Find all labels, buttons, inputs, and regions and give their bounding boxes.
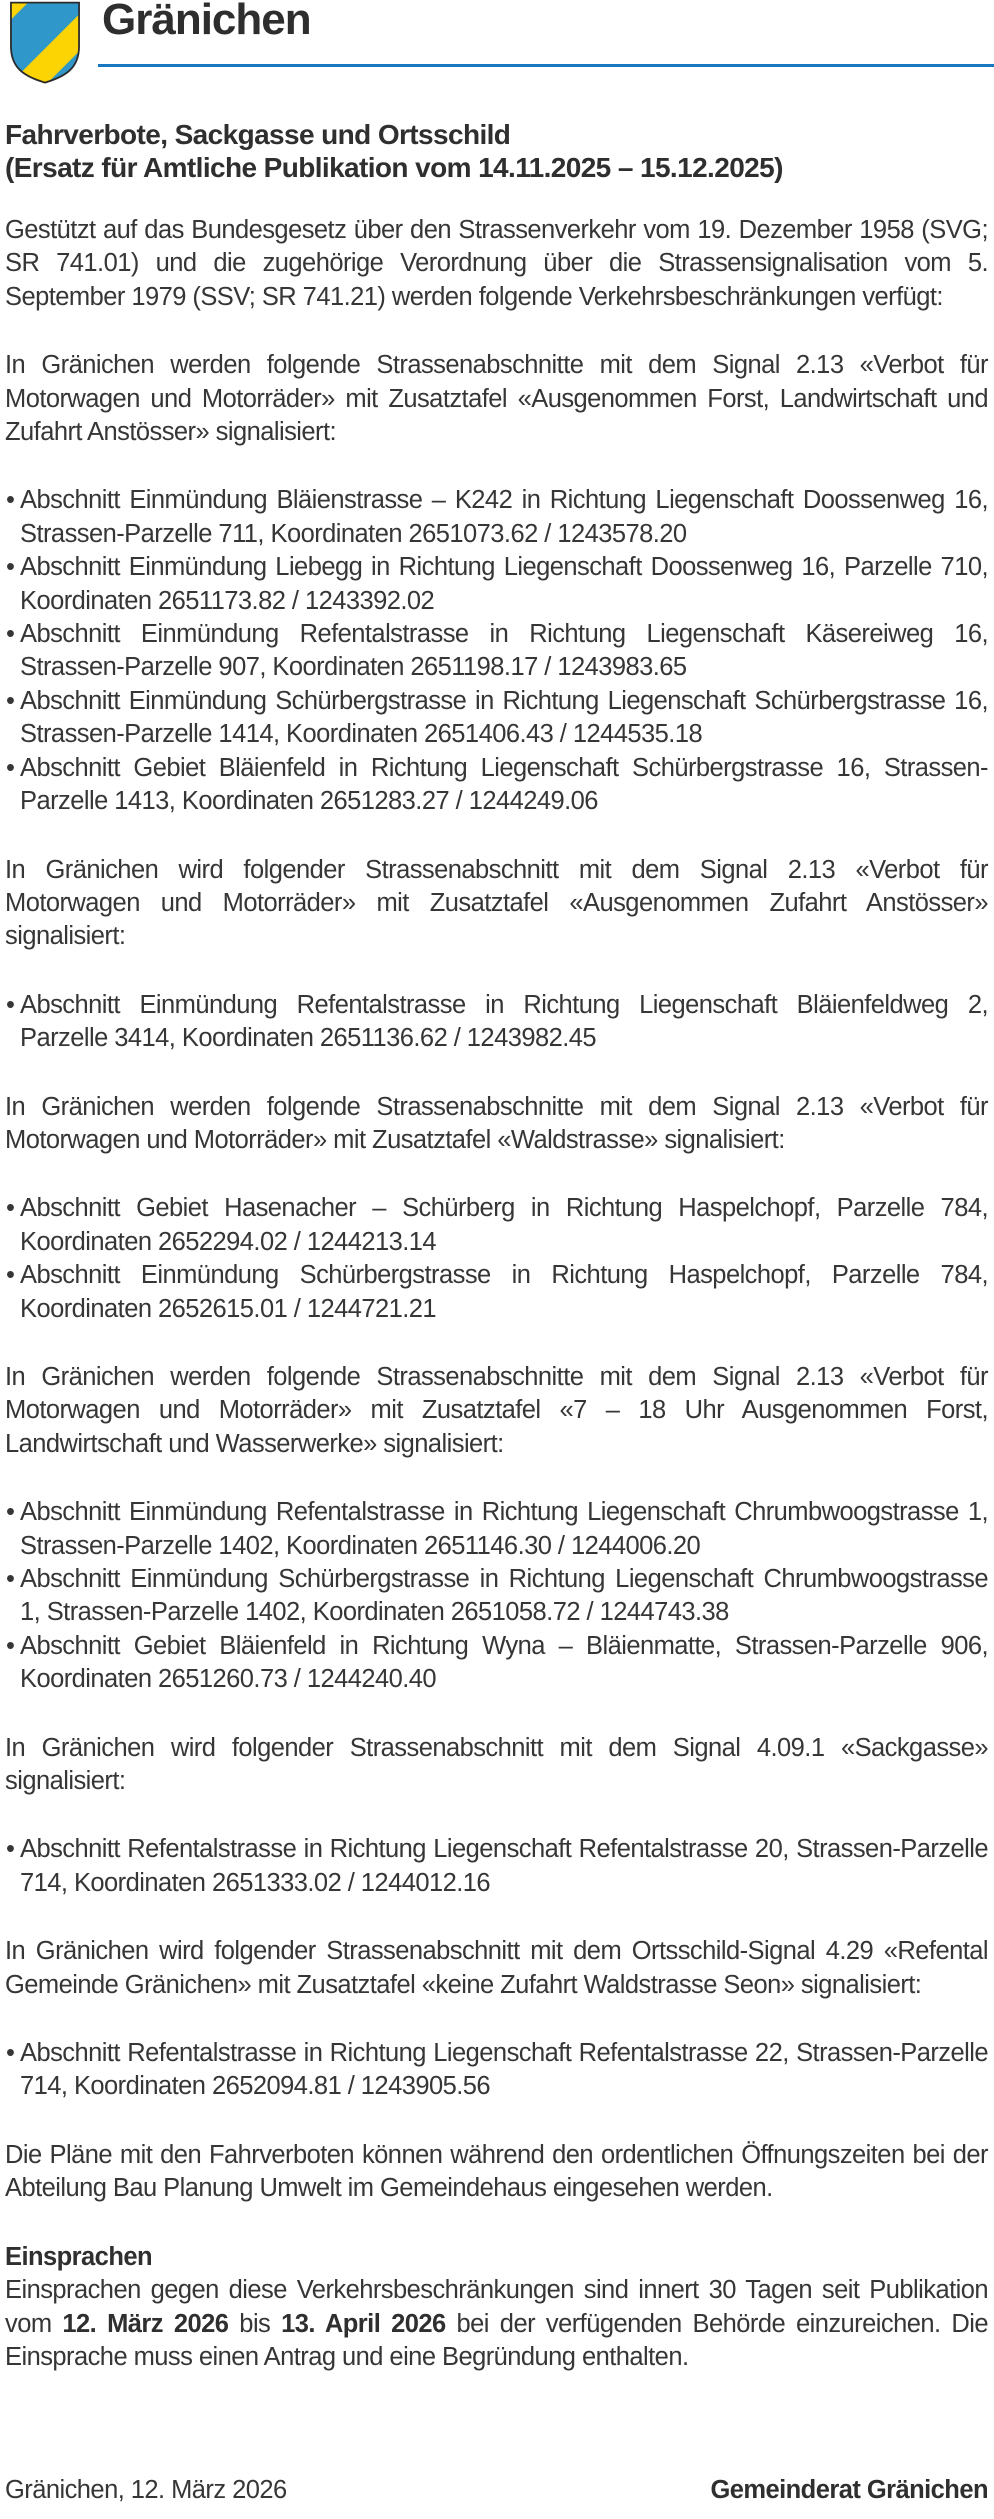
abschnitt-list	[5, 1496, 988, 1696]
section-lead-paragraph: In Gränichen wird folgender Strassenabschnitt mit dem Ortsschild-Signal 4.29 «Refental Gemeinde Gränichen» mit Zusatztafel «keine Zufahrt Waldstrasse Seon» signalisiert:	[5, 1937, 988, 1999]
objections-paragraph	[5, 2274, 988, 2374]
abschnitt-item: • Abschnitt Gebiet Hasenacher – Schürberg in Richtung Haspelchopf, Parzelle 784, Koordinaten 2652294.02 / 1244213.14	[5, 1192, 988, 1259]
signal-section	[5, 1935, 988, 2104]
footer	[5, 2474, 988, 2507]
abschnitt-list	[5, 484, 988, 818]
abschnitt-item: • Abschnitt Einmündung Schürbergstrasse in Richtung Haspelchopf, Parzelle 784, Koordinaten 2652615.01 / 1244721.21	[5, 1259, 988, 1326]
objection-period-end-date: 13. April 2026	[281, 2309, 446, 2338]
section-lead-paragraph: In Gränichen werden folgende Strassenabschnitte mit dem Signal 2.13 «Verbot für Motorwagen und Motorräder» mit Zusatztafel «Waldstrasse» signalisiert:	[5, 1092, 988, 1154]
municipality-title: Gränichen	[102, 0, 311, 44]
section-lead-paragraph: In Gränichen werden folgende Strassenabschnitte mit dem Signal 2.13 «Verbot für Motorwagen und Motorräder» mit Zusatztafel «Ausgenommen Forst, Landwirtschaft und Zufahrt Anstösser» signalisiert:	[5, 351, 988, 447]
abschnitt-item: • Abschnitt Einmündung Schürbergstrasse in Richtung Liegenschaft Chrumbwoogstrasse 1, Strassen-Parzelle 1402, Koordinaten 2651058.72 / 1244743.38	[5, 1563, 988, 1630]
signal-section	[5, 1361, 988, 1697]
objections-section	[5, 2241, 988, 2375]
abschnitt-item: • Abschnitt Einmündung Refentalstrasse in Richtung Liegenschaft Käsereiweg 16, Strassen-Parzelle 907, Koordinaten 2651198.17 / 1243983.65	[5, 618, 988, 685]
header-divider	[98, 64, 994, 67]
section-lead-paragraph: In Gränichen werden folgende Strassenabschnitte mit dem Signal 2.13 «Verbot für Motorwagen und Motorräder» mit Zusatztafel «7 – 18 Uhr Ausgenommen Forst, Landwirtschaft und Wasserwerke» signalisiert:	[5, 1362, 988, 1458]
signal-sections	[5, 349, 988, 2104]
publication-title-line1: Fahrverbote, Sackgasse und Ortsschild	[5, 119, 511, 150]
objections-heading: Einsprachen	[5, 2242, 152, 2271]
header	[5, 0, 988, 92]
abschnitt-item: • Abschnitt Einmündung Schürbergstrasse in Richtung Liegenschaft Schürbergstrasse 16, Strassen-Parzelle 1414, Koordinaten 2651406.43 / 1244535.18	[5, 685, 988, 752]
abschnitt-item: • Abschnitt Refentalstrasse in Richtung Liegenschaft Refentalstrasse 20, Strassen-Parzelle 714, Koordinaten 2651333.02 / 1244012.16	[5, 1833, 988, 1900]
objections-text-between: bis	[228, 2309, 282, 2338]
abschnitt-list	[5, 989, 988, 1056]
signal-section	[5, 349, 988, 818]
abschnitt-item: • Abschnitt Einmündung Liebegg in Richtung Liegenschaft Doossenweg 16, Parzelle 710, Koordinaten 2651173.82 / 1243392.02	[5, 551, 988, 618]
objections-text-after: bei der verfügenden Behörde einzureichen. Die Einsprache muss einen Antrag und eine Begründung enthalten.	[5, 2309, 988, 2371]
abschnitt-item: • Abschnitt Einmündung Refentalstrasse in Richtung Liegenschaft Chrumbwoogstrasse 1, Strassen-Parzelle 1402, Koordinaten 2651146.30 / 1244006.20	[5, 1496, 988, 1563]
graenichen-coat-of-arms-icon	[8, 0, 82, 86]
plans-note-paragraph: Die Pläne mit den Fahrverboten können während den ordentlichen Öffnungszeiten bei der Abteilung Bau Planung Umwelt im Gemeindehaus eingesehen werden.	[5, 2140, 988, 2203]
publication-title	[5, 118, 988, 184]
abschnitt-item: • Abschnitt Einmündung Refentalstrasse in Richtung Liegenschaft Bläienfeldweg 2, Parzelle 3414, Koordinaten 2651136.62 / 1243982.45	[5, 989, 988, 1056]
abschnitt-list	[5, 2037, 988, 2104]
place-and-date: Gränichen, 12. März 2026	[5, 2475, 287, 2504]
objections-text-before: Einsprachen gegen diese Verkehrsbeschränkungen sind innert 30 Tagen seit Publikation vom	[5, 2276, 988, 2338]
objection-period-start-date: 12. März 2026	[62, 2309, 229, 2338]
section-lead-paragraph: In Gränichen wird folgender Strassenabschnitt mit dem Signal 2.13 «Verbot für Motorwagen und Motorräder» mit Zusatztafel «Ausgenommen Zufahrt Anstösser» signalisiert:	[5, 855, 988, 951]
abschnitt-item: • Abschnitt Refentalstrasse in Richtung Liegenschaft Refentalstrasse 22, Strassen-Parzelle 714, Koordinaten 2652094.81 / 1243905.56	[5, 2037, 988, 2104]
section-lead-paragraph: In Gränichen wird folgender Strassenabschnitt mit dem Signal 4.09.1 «Sackgasse» signalisiert:	[5, 1733, 988, 1796]
publication-title-line2: (Ersatz für Amtliche Publikation vom 14.11.2025 – 15.12.2025)	[5, 152, 783, 183]
council-signature: Gemeinderat Gränichen	[710, 2475, 988, 2504]
abschnitt-item: • Abschnitt Gebiet Bläienfeld in Richtung Wyna – Bläienmatte, Strassen-Parzelle 906, Koordinaten 2651260.73 / 1244240.40	[5, 1630, 988, 1697]
abschnitt-item: • Abschnitt Einmündung Bläienstrasse – K242 in Richtung Liegenschaft Doossenweg 16, Strassen-Parzelle 711, Koordinaten 2651073.62 / 1243578.20	[5, 484, 988, 551]
abschnitt-list	[5, 1833, 988, 1900]
signal-section	[5, 1091, 988, 1326]
abschnitt-list	[5, 1192, 988, 1326]
signal-section	[5, 854, 988, 1056]
signal-section	[5, 1732, 988, 1901]
legal-basis-paragraph: Gestützt auf das Bundesgesetz über den Strassenverkehr vom 19. Dezember 1958 (SVG; SR 741.01) und die zugehörige Verordnung über die Strassensignalisation vom 5. September 1979 (SSV; SR 741.21) werden folgende Verkehrsbeschränkungen verfügt:	[5, 216, 988, 311]
abschnitt-item: • Abschnitt Gebiet Bläienfeld in Richtung Liegenschaft Schürbergstrasse 16, Strassen-Parzelle 1413, Koordinaten 2651283.27 / 1244249.06	[5, 752, 988, 819]
